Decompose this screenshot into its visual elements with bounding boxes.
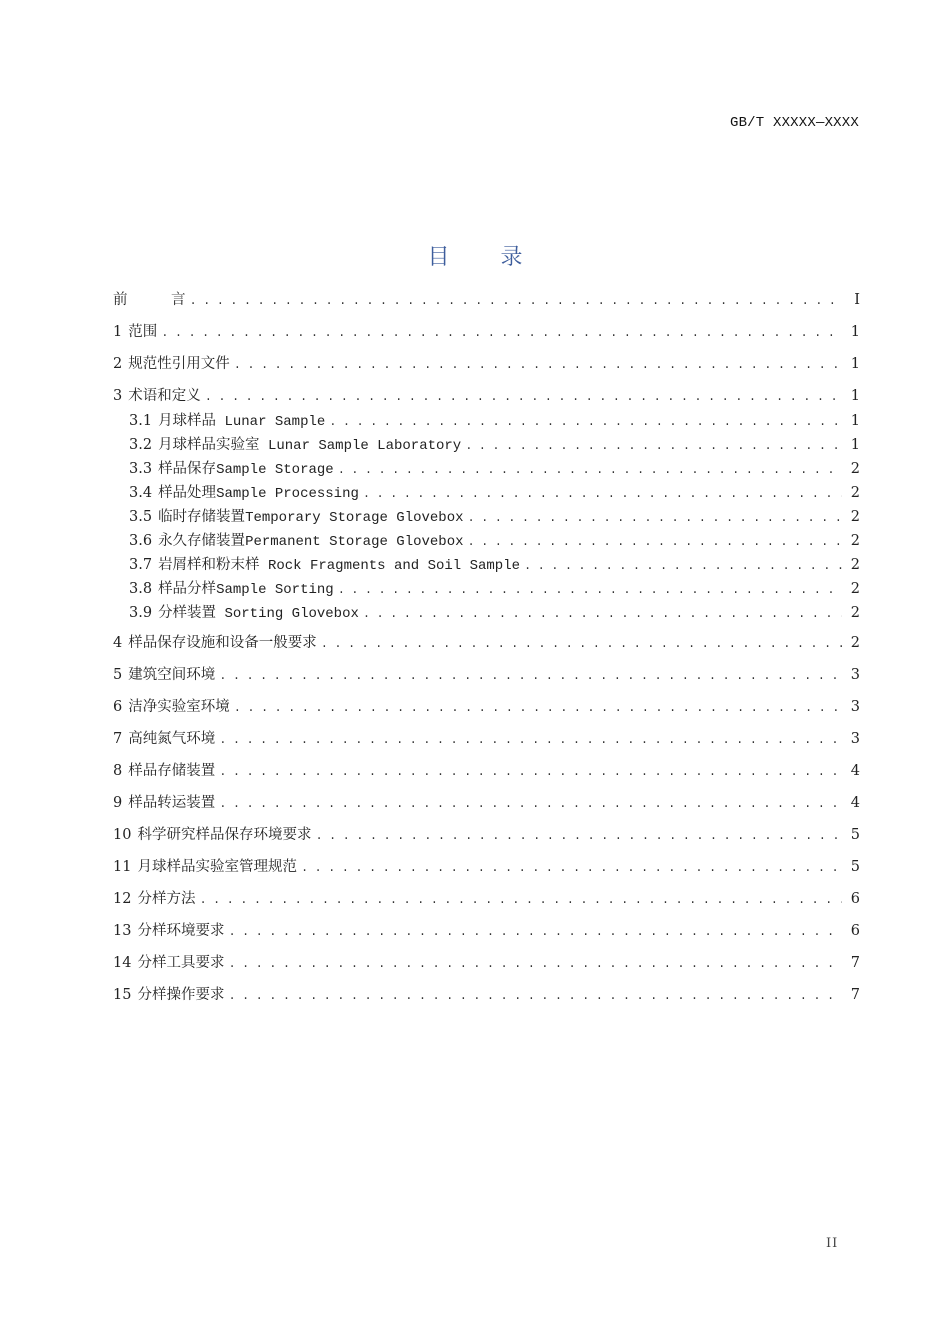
toc-entry-number: 3.8	[129, 581, 153, 597]
toc-entry-english-title: Sorting Glovebox	[216, 606, 359, 622]
toc-entry-title: 样品处理	[158, 485, 217, 501]
toc-entry-title: 分样操作要求	[137, 987, 225, 1003]
toc-entry-title: 样品分样	[158, 581, 217, 597]
toc-entry-page: 4	[850, 763, 860, 779]
toc-entry-english-title: Sample Processing	[216, 486, 359, 502]
toc-entry-title: 样品保存设施和设备一般要求	[128, 635, 317, 651]
toc-entry-label	[113, 952, 228, 974]
toc-entry-label	[129, 578, 338, 601]
toc-entry-number: 2	[113, 356, 123, 372]
dot-leader	[199, 889, 842, 911]
toc-entry-english-title: Lunar Sample	[216, 414, 326, 430]
toc-entry-label	[129, 458, 338, 481]
toc-entry-title: 建筑空间环境	[128, 667, 216, 683]
toc-entry-number: 8	[113, 763, 123, 779]
toc-entry[interactable]	[113, 696, 860, 718]
toc-entry-label	[113, 696, 234, 718]
toc-entry-number: 3.9	[129, 605, 153, 621]
toc-entry[interactable]	[113, 321, 860, 343]
dot-leader	[161, 322, 842, 344]
dot-leader	[234, 697, 842, 719]
toc-entry-page: 1	[850, 324, 860, 340]
toc-entry-title: 月球样品实验室	[158, 437, 260, 453]
toc-entry[interactable]	[129, 554, 860, 576]
toc-entry[interactable]	[113, 632, 860, 654]
toc-entry-title: 分样环境要求	[137, 923, 225, 939]
dot-leader	[219, 665, 842, 687]
toc-entry-english-title: Rock Fragments and Soil Sample	[259, 558, 521, 574]
toc-entry-title: 分样方法	[137, 891, 196, 907]
toc-entry-label	[113, 920, 228, 942]
toc-entry[interactable]	[129, 530, 860, 552]
toc-entry-page: 2	[850, 509, 860, 525]
dot-leader	[301, 857, 842, 879]
toc-entry-label	[129, 530, 468, 553]
page-number: II	[826, 1236, 839, 1251]
dot-leader	[190, 290, 843, 312]
toc-entry-page: 2	[850, 557, 860, 573]
toc-entry[interactable]	[113, 760, 860, 782]
toc-entry[interactable]	[129, 410, 860, 432]
toc-entry[interactable]	[129, 506, 860, 528]
toc-entry-number: 3.4	[129, 485, 153, 501]
toc-entry-title: 规范性引用文件	[128, 356, 230, 372]
toc-entry-number: 1	[113, 324, 123, 340]
toc-entry-title: 永久存储装置	[158, 533, 246, 549]
toc-entry-page: 2	[850, 461, 860, 477]
toc-entry-label	[129, 434, 465, 457]
toc-entry-number: 5	[113, 667, 123, 683]
toc-entry[interactable]	[113, 888, 860, 910]
toc-entry-number: 10	[113, 827, 132, 843]
toc-entry-page: 4	[850, 795, 860, 811]
toc-entry-number: 3	[113, 388, 123, 404]
toc-entry[interactable]	[129, 482, 860, 504]
toc-entry-number: 4	[113, 635, 123, 651]
toc-entry-label	[129, 602, 363, 625]
toc-entry[interactable]	[113, 952, 860, 974]
toc-entry-page: 3	[850, 699, 860, 715]
toc-entry-label	[129, 482, 363, 505]
dot-leader	[228, 985, 842, 1007]
toc-entry-number: 12	[113, 891, 132, 907]
toc-entry-number: 15	[113, 987, 132, 1003]
toc-title: 目 录	[427, 245, 545, 270]
toc-entry-label	[113, 824, 315, 846]
toc-entry-title: 前 言	[113, 292, 186, 308]
dot-leader	[329, 411, 842, 433]
standard-code: GB/T XXXXX—XXXX	[729, 115, 859, 131]
toc-entry[interactable]	[113, 385, 860, 407]
toc-entry[interactable]	[113, 824, 860, 846]
toc-entry-label	[113, 856, 301, 878]
toc-entry-title: 月球样品	[158, 413, 217, 429]
toc-entry-title: 科学研究样品保存环境要求	[137, 827, 312, 843]
dot-leader	[219, 761, 842, 783]
toc-entry-title: 岩屑样和粉末样	[158, 557, 260, 573]
dot-leader	[468, 531, 843, 553]
toc-entry-title: 范围	[128, 324, 158, 340]
toc-entry-page: 3	[850, 667, 860, 683]
toc-entry-page: 2	[850, 533, 860, 549]
toc-entry-title: 分样工具要求	[137, 955, 225, 971]
toc-entry-title: 样品存储装置	[128, 763, 216, 779]
dot-leader	[205, 386, 842, 408]
toc-entry-label	[113, 792, 219, 814]
toc-entry-number: 13	[113, 923, 132, 939]
toc-entry-title: 临时存储装置	[158, 509, 246, 525]
toc-entry-title: 术语和定义	[128, 388, 201, 404]
toc-entry[interactable]	[113, 664, 860, 686]
toc-entry-page: 2	[850, 485, 860, 501]
toc-entry-english-title: Permanent Storage Glovebox	[245, 534, 464, 550]
toc-entry-number: 7	[113, 731, 123, 747]
toc-entry-number: 3.1	[129, 413, 153, 429]
toc-entry-page: 1	[850, 388, 860, 404]
toc-entry[interactable]	[113, 984, 860, 1006]
toc-entry[interactable]	[113, 856, 860, 878]
toc-entry-page: 6	[850, 891, 860, 907]
toc-entry-page: 5	[850, 859, 860, 875]
toc-entry-number: 3.6	[129, 533, 153, 549]
toc-entry-page: 5	[850, 827, 860, 843]
toc-entry-page: I	[854, 292, 860, 308]
toc-entry-number: 11	[113, 859, 132, 875]
toc-entry-title: 样品保存	[158, 461, 217, 477]
toc-entry-label	[113, 728, 219, 750]
dot-leader	[338, 459, 842, 481]
toc-entry-page: 6	[850, 923, 860, 939]
dot-leader	[219, 793, 842, 815]
toc-entry-page: 7	[850, 987, 860, 1003]
dot-leader	[465, 435, 842, 457]
dot-leader	[468, 507, 843, 529]
dot-leader	[363, 483, 842, 505]
toc-entry[interactable]	[129, 458, 860, 480]
toc-entry-label	[113, 289, 190, 311]
toc-entry[interactable]	[129, 578, 860, 600]
toc-entry-english-title: Temporary Storage Glovebox	[245, 510, 464, 526]
toc-entry-title: 样品转运装置	[128, 795, 216, 811]
toc-entry-label	[113, 321, 161, 343]
toc-entry-page: 1	[850, 413, 860, 429]
toc-entry-page: 7	[850, 955, 860, 971]
toc-entry-label	[129, 506, 468, 529]
dot-leader	[228, 921, 842, 943]
toc-entry-page: 2	[850, 581, 860, 597]
toc-entry[interactable]	[129, 602, 860, 624]
toc-entry-label	[113, 760, 219, 782]
dot-leader	[363, 603, 842, 625]
dot-leader	[228, 953, 842, 975]
toc-entry[interactable]	[113, 792, 860, 814]
toc-entry[interactable]	[113, 728, 860, 750]
toc-entry-label	[129, 410, 329, 433]
dot-leader	[234, 354, 842, 376]
toc-entry-title: 月球样品实验室管理规范	[137, 859, 297, 875]
toc-entry-label	[113, 632, 321, 654]
toc-entry-english-title: Lunar Sample Laboratory	[259, 438, 462, 454]
toc-entry-number: 9	[113, 795, 123, 811]
toc-entry-number: 3.2	[129, 437, 153, 453]
dot-leader	[219, 729, 842, 751]
toc-entry-title: 高纯氮气环境	[128, 731, 216, 747]
toc-entry-number: 3.5	[129, 509, 153, 525]
toc-entry[interactable]	[113, 920, 860, 942]
dot-leader	[315, 825, 842, 847]
toc-entry-page: 2	[850, 635, 860, 651]
toc-entry[interactable]	[129, 434, 860, 456]
toc-entry-number: 3.7	[129, 557, 153, 573]
toc-entry-english-title: Sample Sorting	[216, 582, 334, 598]
toc-entry-english-title: Sample Storage	[216, 462, 334, 478]
toc-entry[interactable]	[113, 289, 860, 311]
toc-entry-label	[113, 385, 205, 407]
toc-entry-label	[113, 353, 234, 375]
toc-entry-page: 1	[850, 437, 860, 453]
toc-entry[interactable]	[113, 353, 860, 375]
dot-leader	[338, 579, 842, 601]
toc-entry-title: 分样装置	[158, 605, 217, 621]
toc-entry-page: 3	[850, 731, 860, 747]
toc-entry-page: 1	[850, 356, 860, 372]
dot-leader	[524, 555, 842, 577]
toc-entry-number: 3.3	[129, 461, 153, 477]
toc-entry-number: 14	[113, 955, 132, 971]
toc-entry-label	[113, 984, 228, 1006]
toc-entry-page: 2	[850, 605, 860, 621]
toc-entry-label	[129, 554, 524, 577]
toc-entry-title: 洁净实验室环境	[128, 699, 230, 715]
toc-entry-number: 6	[113, 699, 123, 715]
toc-entry-label	[113, 664, 219, 686]
toc-entry-label	[113, 888, 199, 910]
dot-leader	[321, 633, 842, 655]
